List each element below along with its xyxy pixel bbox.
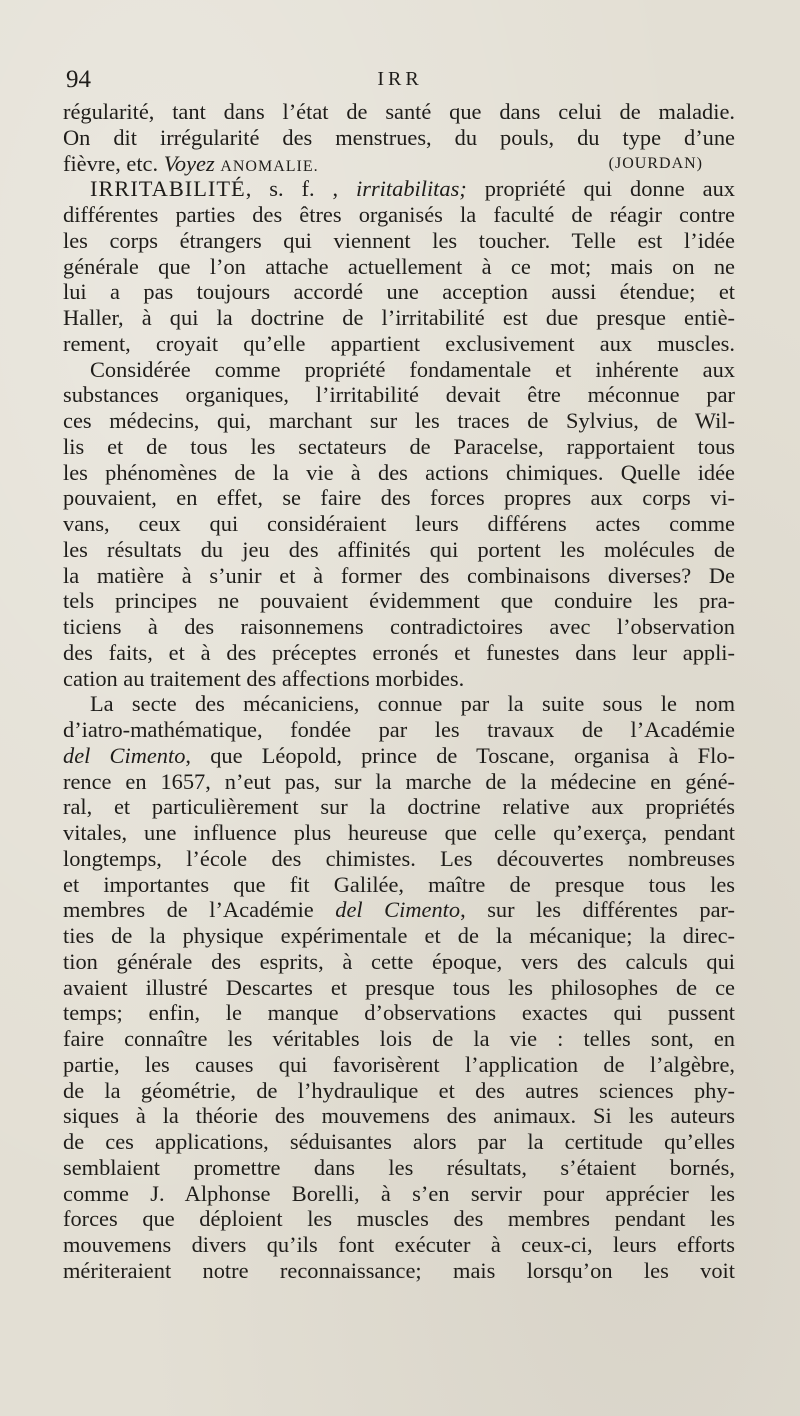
author-signature: (JOURDAN) [608, 154, 703, 172]
text-line: forces que déploient les muscles des membres pendant les [63, 1206, 735, 1232]
text-line [63, 176, 735, 202]
text-line: pouvaient, en effet, se faire des forces propres aux corps vi- [63, 485, 735, 511]
text-line: cation au traitement des affections morbides. [63, 665, 465, 691]
text-line: Considérée comme propriété fondamentale et inhérente aux [90, 356, 735, 382]
latin-term: irritabilitas; [356, 176, 467, 202]
academy-name: del Cimento [63, 742, 186, 768]
text-line: rence en 1657, n’eut pas, sur la marche de la médecine en géné- [63, 768, 735, 794]
text-line: tion générale des esprits, à cette époque, vers des calculs qui [63, 948, 735, 974]
academy-name: del Cimento [335, 897, 461, 923]
text-line: temps; enfin, le manque d’observations exactes qui pussent [63, 1000, 735, 1026]
text-line: générale que l’on attache actuellement à ce mot; mais on ne [63, 253, 735, 279]
text-line: avaient illustré Descartes et presque tous les philosophes de ce [63, 974, 735, 1000]
text-line: vans, ceux qui considéraient leurs différens actes comme [63, 511, 735, 536]
text-line: de ces applications, séduisantes alors par la certitude qu’elles [63, 1129, 735, 1154]
cross-reference-term: ANOMALIE. [220, 157, 319, 175]
text-line: les corps étrangers qui viennent les toucher. Telle est l’idée [63, 227, 735, 253]
cross-reference-voyez: Voyez [163, 150, 215, 176]
text-line: des faits, et à des préceptes erronés et funestes dans leur appli- [63, 639, 735, 665]
page-header [66, 66, 734, 100]
text-line: lui a pas toujours accordé une acception aussi étendue; et [63, 279, 735, 305]
text-line: partie, les causes qui favorisèrent l’application de l’algèbre, [63, 1051, 735, 1077]
text-line: et importantes que fit Galilée, maître de presque tous les [63, 871, 735, 897]
text-line: rement, croyait qu’elle appartient exclusivement aux muscles. [63, 330, 735, 356]
text-line: longtemps, l’école des chimistes. Les découvertes nombreuses [63, 845, 735, 871]
text-run: fièvre, etc. [63, 150, 159, 176]
entry-headword: IRRITABILITÉ [90, 176, 246, 202]
text-line: la matière à s’unir et à former des combinaisons diverses? De [63, 562, 735, 588]
text-line: faire connaître les véritables lois de la vie : telles sont, en [63, 1026, 735, 1051]
text-line: On dit irrégularité des menstrues, du pouls, du type d’une [63, 124, 735, 150]
text-line: ral, et particulièrement sur la doctrine relative aux propriétés [63, 794, 735, 820]
text-line [63, 151, 735, 177]
text-line: tels principes ne pouvaient évidemment que conduire les pra- [63, 588, 735, 614]
text-run: propriété qui donne aux [484, 176, 735, 202]
text-line: les résultats du jeu des affinités qui portent les molécules de [63, 536, 735, 562]
page-number: 94 [66, 66, 91, 93]
text-line: différentes parties des êtres organisés la faculté de réagir contre [63, 202, 735, 227]
text-line: comme J. Alphonse Borelli, à s’en servir pour apprécier les [63, 1180, 735, 1206]
text-line [63, 743, 735, 769]
body-text [63, 99, 735, 1284]
text-run: , s. f. , [245, 176, 339, 202]
text-line: vitales, une influence plus heureuse que celle qu’exerça, pendant [63, 820, 735, 845]
text-line: de la géométrie, de l’hydraulique et des autres sciences phy- [63, 1077, 735, 1103]
running-head: IRR [377, 68, 423, 90]
text-line: mouvemens divers qu’ils font exécuter à ceux-ci, leurs efforts [63, 1232, 735, 1257]
text-run: , que Léopold, prince de Toscane, organisa à Flo- [185, 742, 735, 768]
text-line: mériteraient notre reconnaissance; mais lorsqu’on les voit [63, 1257, 735, 1283]
text-line: les phénomènes de la vie à des actions chimiques. Quelle idée [63, 459, 735, 485]
text-line: semblaient promettre dans les résultats, s’étaient bornés, [63, 1154, 735, 1180]
text-line [63, 897, 735, 923]
text-line: Haller, à qui la doctrine de l’irritabilité est due presque entiè- [63, 305, 735, 330]
text-line: lis et de tous les sectateurs de Paracelse, rapportaient tous [63, 433, 735, 459]
text-line: La secte des mécaniciens, connue par la suite sous le nom [90, 691, 735, 717]
text-run: , sur les différentes par- [460, 897, 735, 923]
text-line: ticiens à des raisonnemens contradictoires avec l’observation [63, 614, 735, 639]
text-line: siques à la théorie des mouvemens des animaux. Si les auteurs [63, 1103, 735, 1129]
text-run: membres de l’Académie [63, 897, 314, 923]
text-line: ces médecins, qui, marchant sur les traces de Sylvius, de Wil- [63, 408, 735, 433]
text-line: substances organiques, l’irritabilité devait être méconnue par [63, 382, 735, 408]
text-line: d’iatro-mathématique, fondée par les travaux de l’Académie [63, 717, 735, 742]
text-line: régularité, tant dans l’état de santé que dans celui de maladie. [63, 99, 735, 124]
text-line: ties de la physique expérimentale et de la mécanique; la direc- [63, 923, 735, 948]
